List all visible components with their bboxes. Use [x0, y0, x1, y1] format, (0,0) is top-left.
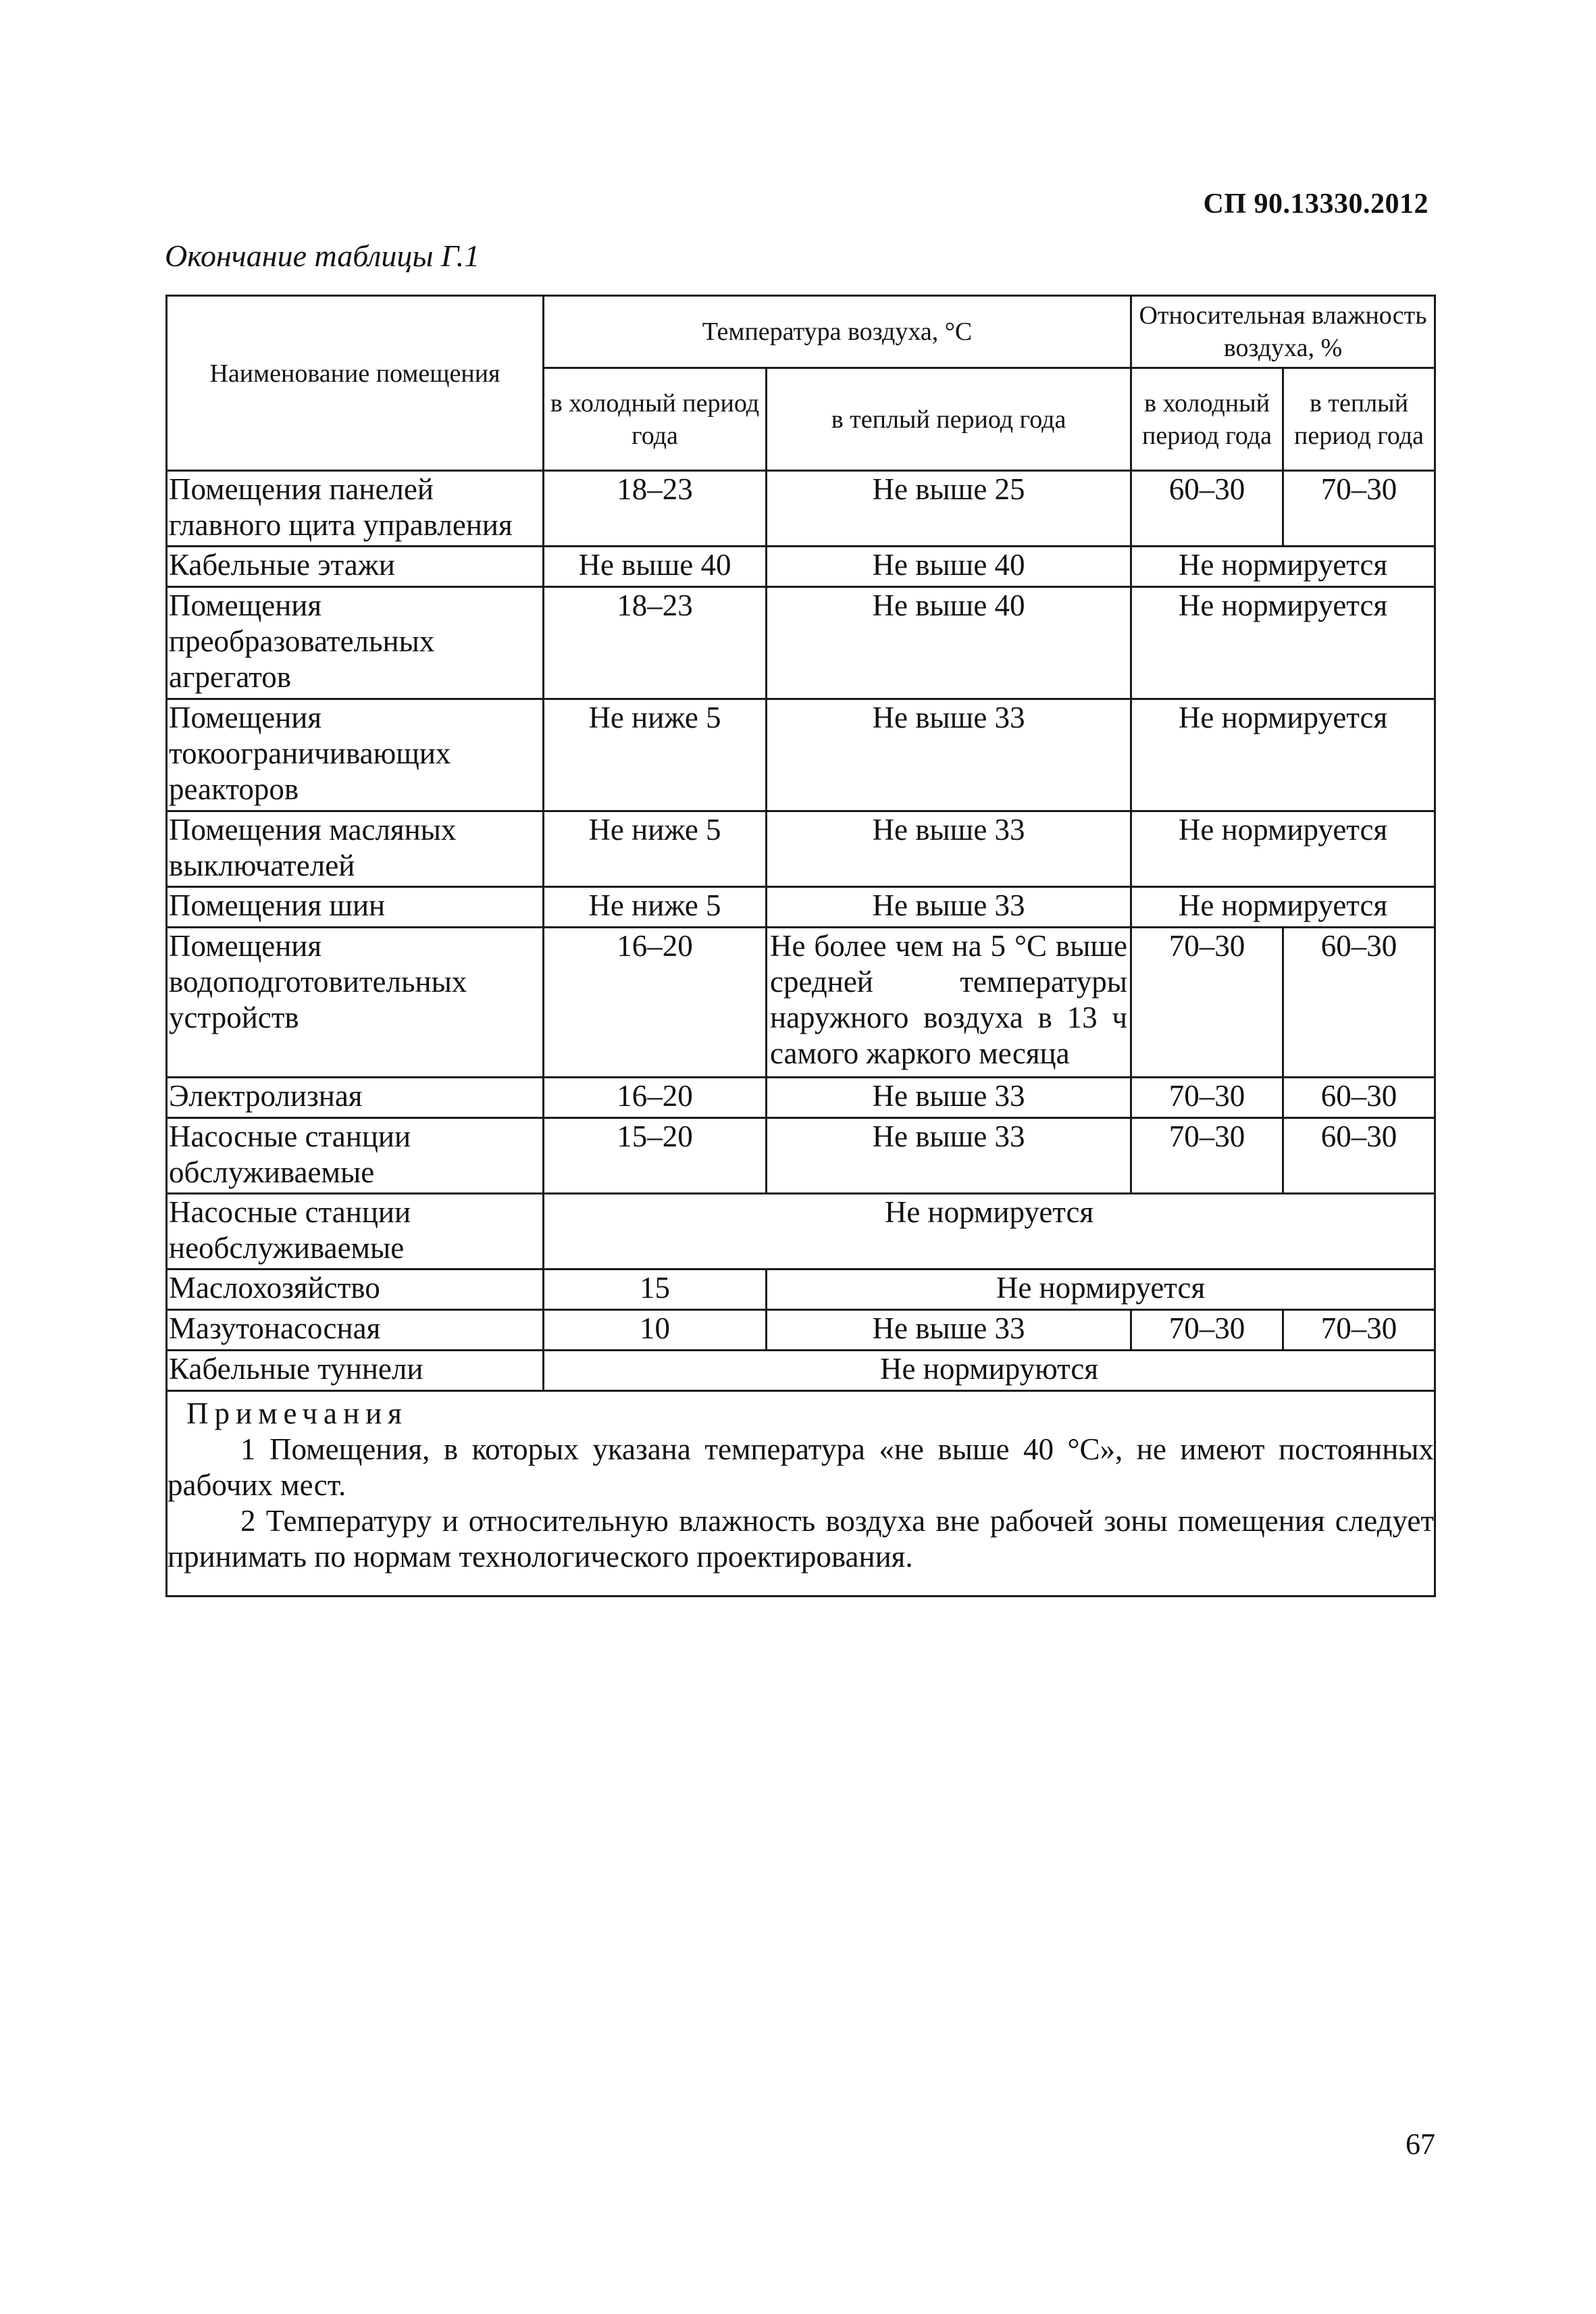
room-name: Помещения панелей главного щита управления [167, 471, 544, 547]
temp-cold-value: 10 [544, 1310, 767, 1351]
table-row [167, 887, 1435, 928]
all-merged-value: Не нормируются [544, 1351, 1435, 1391]
header-room-name: Наименование помещения [167, 296, 544, 471]
room-name: Помещения водоподготовительных устройств [167, 928, 544, 1078]
table-row [167, 811, 1435, 887]
humidity-warm-value: 60–30 [1283, 928, 1435, 1078]
humidity-cold-value: 70–30 [1131, 1118, 1283, 1194]
notes-title: Примечания [186, 1397, 408, 1430]
room-name: Электролизная [167, 1078, 544, 1118]
temp-cold-value: 15–20 [544, 1118, 767, 1194]
humidity-merged-value: Не нормируется [1131, 587, 1435, 699]
temp-warm-value: Не выше 33 [767, 1118, 1131, 1194]
temp-cold-value: Не ниже 5 [544, 887, 767, 928]
temp-cold-value: 16–20 [544, 1078, 767, 1118]
table-row [167, 1269, 1435, 1310]
room-name: Насосные станции обслуживаемые [167, 1118, 544, 1194]
temp-warm-value: Не выше 25 [767, 471, 1131, 547]
humidity-cold-value: 70–30 [1131, 1078, 1283, 1118]
room-name: Помещения токоограничивающих реакторов [167, 699, 544, 811]
note-item: 1 Помещения, в которых указана температура «не выше 40 °С», не имеют постоянных рабочих мест. [168, 1432, 1435, 1502]
humidity-cold-value: 60–30 [1131, 471, 1283, 547]
temp-cold-value: 18–23 [544, 587, 767, 699]
temp-cold-value: 18–23 [544, 471, 767, 547]
temp-warm-value: Не выше 40 [767, 587, 1131, 699]
humidity-cold-value: 70–30 [1131, 1310, 1283, 1351]
table-notes [167, 1391, 1435, 1596]
header-humidity: Относительная влажность воздуха, % [1131, 296, 1435, 368]
room-name: Помещения преобразовательных агрегатов [167, 587, 544, 699]
humidity-warm-value: 70–30 [1283, 471, 1435, 547]
header-humidity-cold: в холодный период года [1131, 368, 1283, 471]
table-row [167, 587, 1435, 699]
temp-warm-value: Не выше 33 [767, 811, 1131, 887]
temp-cold-value: Не выше 40 [544, 547, 767, 587]
table-row [167, 1118, 1435, 1194]
humidity-warm-value: 60–30 [1283, 1078, 1435, 1118]
humidity-warm-value: 70–30 [1283, 1310, 1435, 1351]
temp-warm-value: Не выше 40 [767, 547, 1131, 587]
temp-warm-value: Не выше 33 [767, 1078, 1131, 1118]
all-merged-value: Не нормируется [544, 1194, 1435, 1269]
header-temp-warm: в теплый период года [767, 368, 1131, 471]
note-item: 2 Температуру и относительную влажность воздуха вне рабочей зоны помещения следует принимать по нормам технологического проектирования. [168, 1504, 1435, 1574]
temp-cold-value: 16–20 [544, 928, 767, 1078]
table-row [167, 928, 1435, 1078]
table-row [167, 1351, 1435, 1391]
room-name: Мазутонасосная [167, 1310, 544, 1351]
notes-row [167, 1391, 1435, 1596]
table-row [167, 471, 1435, 547]
humidity-merged-value: Не нормируется [1131, 887, 1435, 928]
header-temp-cold: в холодный период года [544, 368, 767, 471]
humidity-cold-value: 70–30 [1131, 928, 1283, 1078]
humidity-warm-value: 60–30 [1283, 1118, 1435, 1194]
document-code: СП 90.13330.2012 [1203, 188, 1428, 220]
humidity-merged-value: Не нормируется [1131, 811, 1435, 887]
table-row [167, 1078, 1435, 1118]
header-temperature: Температура воздуха, °С [544, 296, 1131, 368]
rest-merged-value: Не нормируется [767, 1269, 1435, 1310]
temp-warm-value: Не более чем на 5 °С выше средней температуры наружного воздуха в 13 ч самого жаркого месяца [767, 928, 1131, 1078]
table-caption: Окончание таблицы Г.1 [165, 238, 480, 273]
room-name: Помещения масляных выключателей [167, 811, 544, 887]
temp-cold-value: Не ниже 5 [544, 699, 767, 811]
humidity-merged-value: Не нормируется [1131, 699, 1435, 811]
temp-cold-value: Не ниже 5 [544, 811, 767, 887]
room-name: Насосные станции необслуживаемые [167, 1194, 544, 1269]
humidity-merged-value: Не нормируется [1131, 547, 1435, 587]
temp-warm-value: Не выше 33 [767, 887, 1131, 928]
table-row [167, 1310, 1435, 1351]
temp-warm-value: Не выше 33 [767, 1310, 1131, 1351]
temp-warm-value: Не выше 33 [767, 699, 1131, 811]
header-humidity-warm: в теплый период года [1283, 368, 1435, 471]
room-name: Помещения шин [167, 887, 544, 928]
table-row [167, 699, 1435, 811]
room-name: Маслохозяйство [167, 1269, 544, 1310]
table-row [167, 1194, 1435, 1269]
temp-cold-value: 15 [544, 1269, 767, 1310]
page-number: 67 [1406, 2128, 1435, 2161]
room-name: Кабельные туннели [167, 1351, 544, 1391]
table-row [167, 547, 1435, 587]
room-name: Кабельные этажи [167, 547, 544, 587]
climate-norms-table [165, 295, 1436, 1597]
